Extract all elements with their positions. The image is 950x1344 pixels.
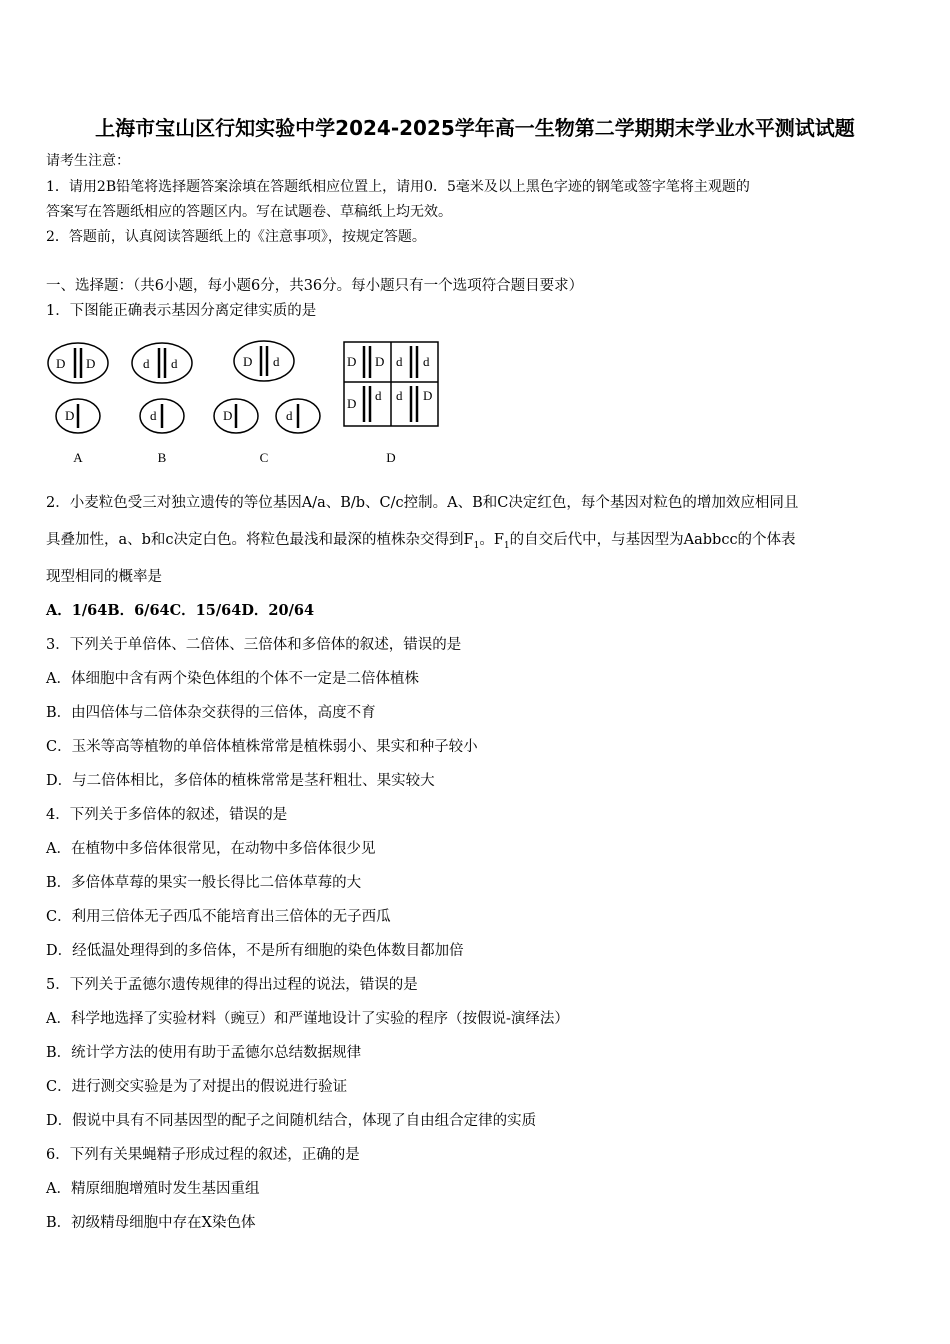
gene-label: D <box>223 408 233 423</box>
notice-heading: 请考生注意： <box>46 153 130 169</box>
q6-stem: 6．下列有关果蝇精子形成过程的叙述，正确的是 <box>46 1147 360 1163</box>
gene-label: D <box>375 354 385 369</box>
gene-label: d <box>423 354 430 369</box>
q5-option-d: D．假说中具有不同基因型的配子之间随机结合，体现了自由组合定律的实质 <box>46 1113 537 1129</box>
option-label-d: D <box>386 450 396 465</box>
q5-option-c: C．进行测交实验是为了对提出的假说进行验证 <box>46 1079 348 1095</box>
gene-label: D <box>423 388 433 403</box>
option-label-b: B <box>157 450 167 465</box>
option-label-a: A <box>73 450 83 465</box>
notice-item-1-line-1: 1．请用2B铅笔将选择题答案涂填在答题纸相应位置上，请用0．5毫米及以上黑色字迹的钢笔或签字笔将主观题的 <box>46 179 750 195</box>
gene-label: d <box>396 388 403 403</box>
cell-b-top <box>132 343 192 383</box>
gene-label: D <box>243 354 253 369</box>
q2-line-1: 2．小麦粒色受三对独立遗传的等位基因A/a、B/b、C/c控制。A、B和C决定红色，每个基因对粒色的增加效应相同且 <box>46 495 799 511</box>
gene-label: D <box>65 408 75 423</box>
notice-item-1-line-2: 答案写在答题纸相应的答题区内。写在试题卷、草稿纸上均无效。 <box>46 204 452 220</box>
q6-option-b: B．初级精母细胞中存在X染色体 <box>46 1215 256 1231</box>
q4-option-c: C．利用三倍体无子西瓜不能培育出三倍体的无子西瓜 <box>46 909 391 925</box>
q5-stem: 5．下列关于孟德尔遗传规律的得出过程的说法，错误的是 <box>46 977 418 993</box>
q6-option-a: A．精原细胞增殖时发生基因重组 <box>46 1181 260 1197</box>
section-heading: 一、选择题：（共6小题，每小题6分，共36分。每小题只有一个选项符合题目要求） <box>46 278 584 294</box>
q3-option-b: B．由四倍体与二倍体杂交获得的三倍体，高度不育 <box>46 705 376 721</box>
q2-options: A．1/64B．6/64C．15/64D．20/64 <box>46 602 315 619</box>
page-title: 上海市宝山区行知实验中学2024-2025学年高一生物第二学期期末学业水平测试试题 <box>95 116 855 140</box>
q4-option-a: A．在植物中多倍体很常见，在动物中多倍体很少见 <box>46 841 376 857</box>
q3-option-c: C．玉米等高等植物的单倍体植株常常是植株弱小、果实和种子较小 <box>46 739 478 755</box>
q2-line-2: 具叠加性，a、b和c决定白色。将粒色最浅和最深的植株杂交得到$F_1$。$F_1$的自交后代中，与基因型为Aabbcc的个体表 <box>46 532 796 551</box>
q1-stem: 1．下图能正确表示基因分离定律实质的是 <box>46 303 317 319</box>
q5-option-b: B．统计学方法的使用有助于孟德尔总结数据规律 <box>46 1045 362 1061</box>
gene-label: d <box>150 408 157 423</box>
q5-option-a: A．科学地选择了实验材料（豌豆）和严谨地设计了实验的程序（按假说-演绎法） <box>46 1011 569 1027</box>
q4-option-b: B．多倍体草莓的果实一般长得比二倍体草莓的大 <box>46 875 362 891</box>
gene-label: D <box>56 356 66 371</box>
gene-label: d <box>396 354 403 369</box>
q4-stem: 4．下列关于多倍体的叙述，错误的是 <box>46 807 288 823</box>
gene-label: d <box>375 388 382 403</box>
q2-line-3: 现型相同的概率是 <box>46 569 162 585</box>
q3-option-a: A．体细胞中含有两个染色体组的个体不一定是二倍体植株 <box>46 671 419 687</box>
q3-option-d: D．与二倍体相比，多倍体的植株常常是茎秆粗壮、果实较大 <box>46 773 435 789</box>
q1-chromosome-diagram <box>40 336 450 471</box>
gene-label: D <box>347 354 357 369</box>
gene-label: D <box>347 396 357 411</box>
gene-label: D <box>86 356 96 371</box>
q4-option-d: D．经低温处理得到的多倍体，不是所有细胞的染色体数目都加倍 <box>46 943 464 959</box>
notice-item-2: 2．答题前，认真阅读答题纸上的《注意事项》，按规定答题。 <box>46 229 426 245</box>
gene-label: d <box>286 408 293 423</box>
gene-label: d <box>171 356 178 371</box>
gene-label: d <box>143 356 150 371</box>
option-label-c: C <box>259 450 269 465</box>
q3-stem: 3．下列关于单倍体、二倍体、三倍体和多倍体的叙述，错误的是 <box>46 637 462 653</box>
gene-label: d <box>273 354 280 369</box>
